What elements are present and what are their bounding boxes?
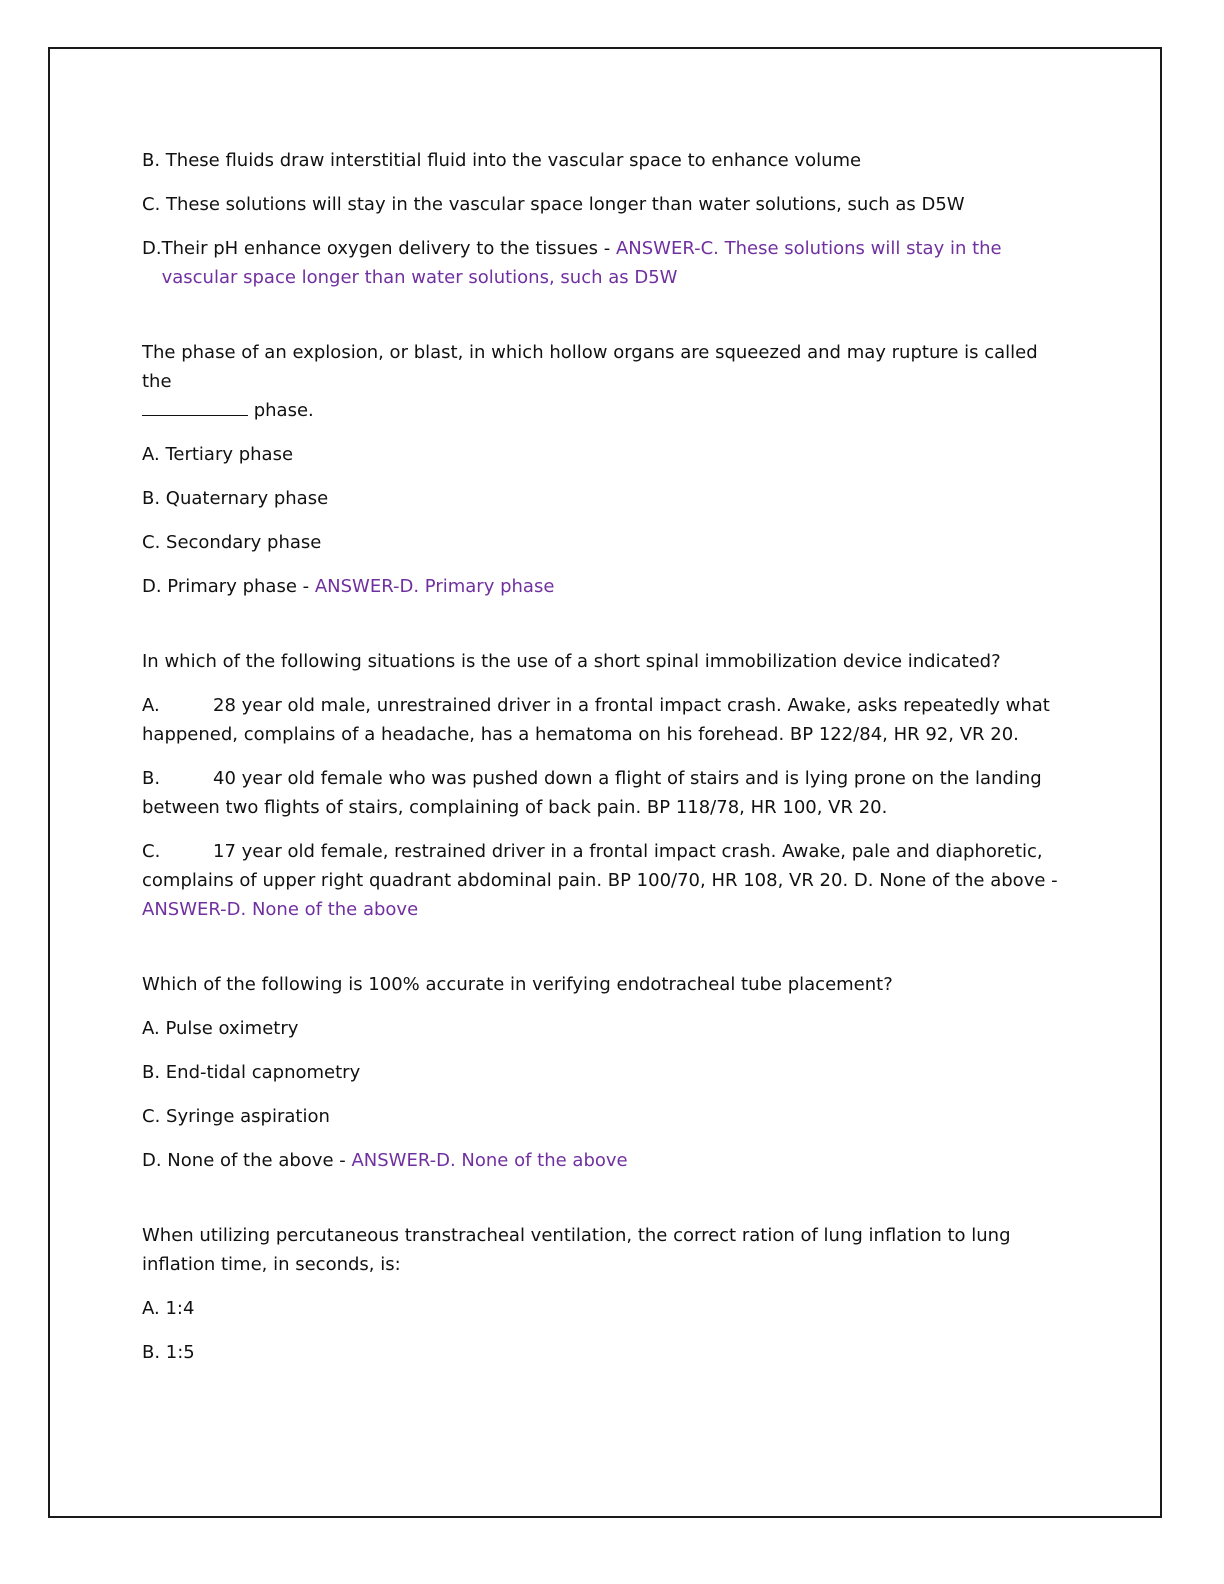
option-d <box>142 234 1072 292</box>
option-d <box>142 572 1072 601</box>
answer: ANSWER-C. These solutions will stay in the vascular space longer than water solutions, such as D5W <box>161 238 1002 288</box>
option-b: B. 1:5 <box>142 1342 195 1363</box>
answer: ANSWER-D. Primary phase <box>314 576 555 597</box>
option-b: B. These fluids draw interstitial fluid into the vascular space to enhance volume <box>142 150 862 171</box>
option-a: A. Pulse oximetry <box>142 1018 299 1039</box>
option-b: B. Quaternary phase <box>142 488 329 509</box>
option-b-label: B. <box>142 768 161 789</box>
option-a-label: A. <box>142 695 160 716</box>
option-c: C. Secondary phase <box>142 532 322 553</box>
option-d-text: D. Primary phase - <box>142 576 315 597</box>
question-et-tube: Which of the following is 100% accurate in verifying endotracheal tube placement? <box>142 974 893 995</box>
option-a <box>142 691 1072 749</box>
option-d <box>142 1146 1072 1175</box>
option-b <box>142 764 1072 822</box>
question-blast-phase <box>142 338 1072 425</box>
option-c-text: 17 year old female, restrained driver in a frontal impact crash. Awake, pale and diaphoretic, complains of upper right quadrant abdominal pain. BP 100/70, HR 108, VR 20. D. None of the above - <box>142 841 1058 891</box>
option-d-label: D. <box>142 238 162 259</box>
option-b-text: 40 year old female who was pushed down a flight of stairs and is lying prone on the landing between two flights of stairs, complaining of back pain. BP 118/78, HR 100, VR 20. <box>142 768 1042 818</box>
option-a-text: 28 year old male, unrestrained driver in a frontal impact crash. Awake, asks repeatedly what happened, complains of a headache, has a hematoma on his forehead. BP 122/84, HR 92, VR 20. <box>142 695 1050 745</box>
option-d-text: Their pH enhance oxygen delivery to the tissues - <box>161 238 616 259</box>
option-c: C. Syringe aspiration <box>142 1106 330 1127</box>
option-d-body <box>162 234 1072 292</box>
question-text-end: phase. <box>248 400 314 421</box>
option-c-label: C. <box>142 841 161 862</box>
answer: ANSWER-D. None of the above <box>142 899 419 920</box>
question-ptv: When utilizing percutaneous transtracheal ventilation, the correct ration of lung inflation to lung inflation time, in seconds, is: <box>142 1225 1011 1275</box>
option-c <box>142 837 1072 924</box>
option-d-text: D. None of the above - <box>142 1150 352 1171</box>
option-a: A. Tertiary phase <box>142 444 294 465</box>
answer: ANSWER-D. None of the above <box>351 1150 628 1171</box>
question-text: The phase of an explosion, or blast, in which hollow organs are squeezed and may rupture is called the <box>142 342 1038 392</box>
option-c: C. These solutions will stay in the vascular space longer than water solutions, such as D5W <box>142 194 965 215</box>
option-b: B. End-tidal capnometry <box>142 1062 361 1083</box>
document-content <box>142 146 1072 1382</box>
question-spinal-device: In which of the following situations is the use of a short spinal immobilization device indicated? <box>142 651 1001 672</box>
fill-in-blank <box>142 397 248 416</box>
option-a: A. 1:4 <box>142 1298 195 1319</box>
